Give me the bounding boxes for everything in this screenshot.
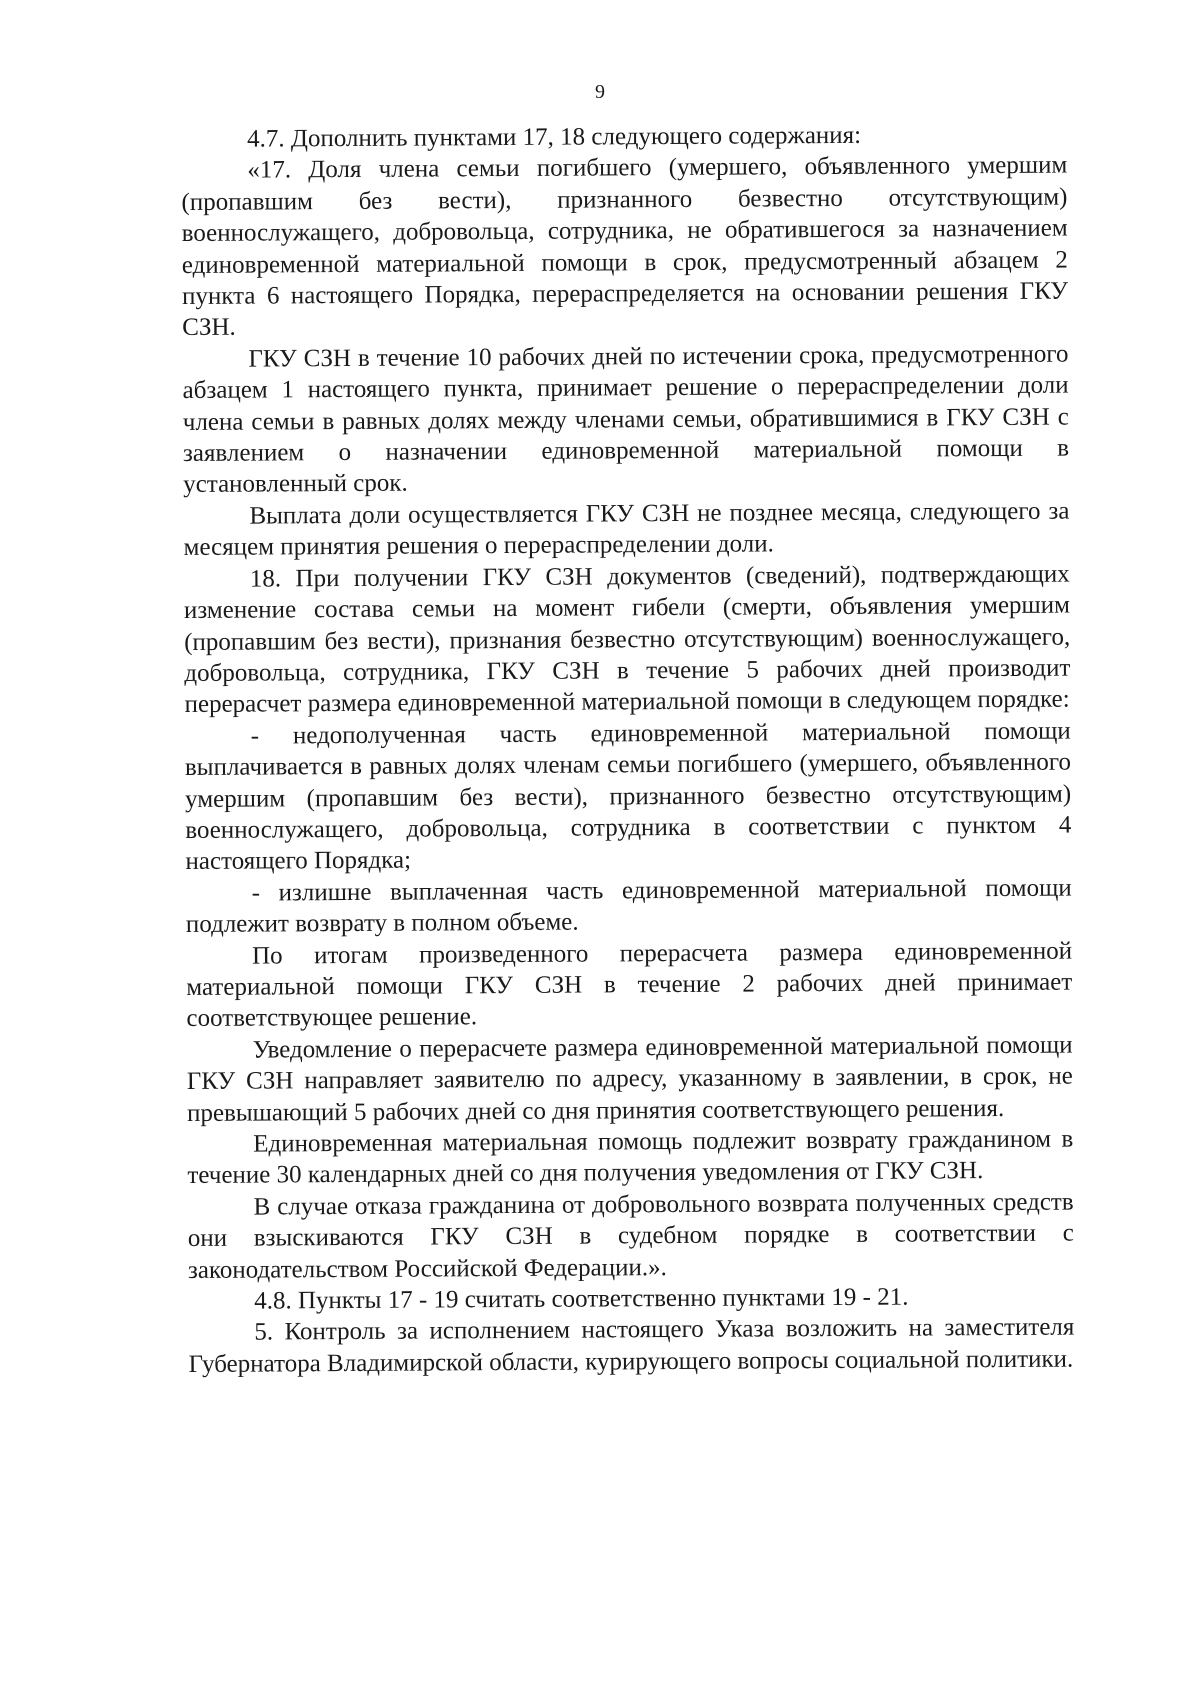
paragraph-recalculation-decision: По итогам произведенного перерасчета размера единовременной материальной помощи ГКУ СЗН в течение 2 рабочих дней принимает соответствующее решение.: [186, 937, 1073, 1033]
paragraph-4-7: 4.7. Дополнить пунктами 17, 18 следующего содержания:: [247, 121, 862, 153]
paragraph-redistribution-decision: ГКУ СЗН в течение 10 рабочих дней по истечении срока, предусмотренного абзацем 1 настоящего пункта, принимает решение о перераспределении доли члена семьи в равных долях между членами семьи, обратившимися в ГКУ СЗН с заявлением о назначении единовременной материальной помощи в установленный срок.: [182, 340, 1070, 499]
document-body: [181, 119, 1075, 1381]
paragraph-item-17: «17. Доля члена семьи погибшего (умершего, объявленного умершим (пропавшим без вести), признанного безвестно отсутствующим) военнослужащего, добровольца, сотрудника, не обратившегося за назначением единовременной материальной помощи в срок, предусмотренный абзацем 2 пункта 6 настоящего Порядка, перераспределяется на основании решения ГКУ СЗН.: [181, 151, 1069, 342]
paragraph-refund-term: Единовременная материальная помощь подлежит возврату гражданином в течение 30 календарных дней со дня получения уведомления от ГКУ СЗН.: [187, 1125, 1074, 1190]
paragraph-overpaid-part: - излишне выплаченная часть единовременной материальной помощи подлежит возврату в полном объеме.: [185, 874, 1072, 939]
paragraph-underpaid-part: - недополученная часть единовременной материальной помощи выплачивается в равных долях членам семьи погибшего (умершего, объявленного умершим (пропавшим без вести), признанного безвестно отсутствующим) военнослужащего, добровольца, сотрудника в соответствии с пунктом 4 настоящего Порядка;: [184, 717, 1072, 876]
paragraph-4-8: 4.8. Пункты 17 - 19 считать соответственно пунктами 19 - 21.: [254, 1283, 909, 1315]
paragraph-court-recovery: В случае отказа гражданина от добровольного возврата полученных средств они взыскиваются ГКУ СЗН в судебном порядке в соответствии с законодательством Российской Федерации.».: [187, 1188, 1074, 1284]
paragraph-item-18: 18. При получении ГКУ СЗН документов (сведений), подтверждающих изменение состава семьи на момент гибели (смерти, объявления умершим (пропавшим без вести), признания безвестно отсутствующим) военнослужащего, добровольца, сотрудника, ГКУ СЗН в течение 5 рабочих дней производит перерасчет размера единовременной материальной помощи в следующем порядке:: [183, 560, 1071, 719]
paragraph-5-control: 5. Контроль за исполнением настоящего Указа возложить на заместителя Губернатора Владимирской области, курирующего вопросы социальной политики.: [188, 1314, 1075, 1378]
paragraph-notification: Уведомление о перерасчете размера единовременной материальной помощи ГКУ СЗН направляет заявителю по адресу, указанному в заявлении, в срок, не превышающий 5 рабочих дней со дня принятия соответствующего решения.: [186, 1031, 1073, 1127]
page-number: 9: [595, 81, 605, 103]
paragraph-share-payment: Выплата доли осуществляется ГКУ СЗН не позднее месяца, следующего за месяцем принятия решения о перераспределении доли.: [183, 497, 1070, 562]
